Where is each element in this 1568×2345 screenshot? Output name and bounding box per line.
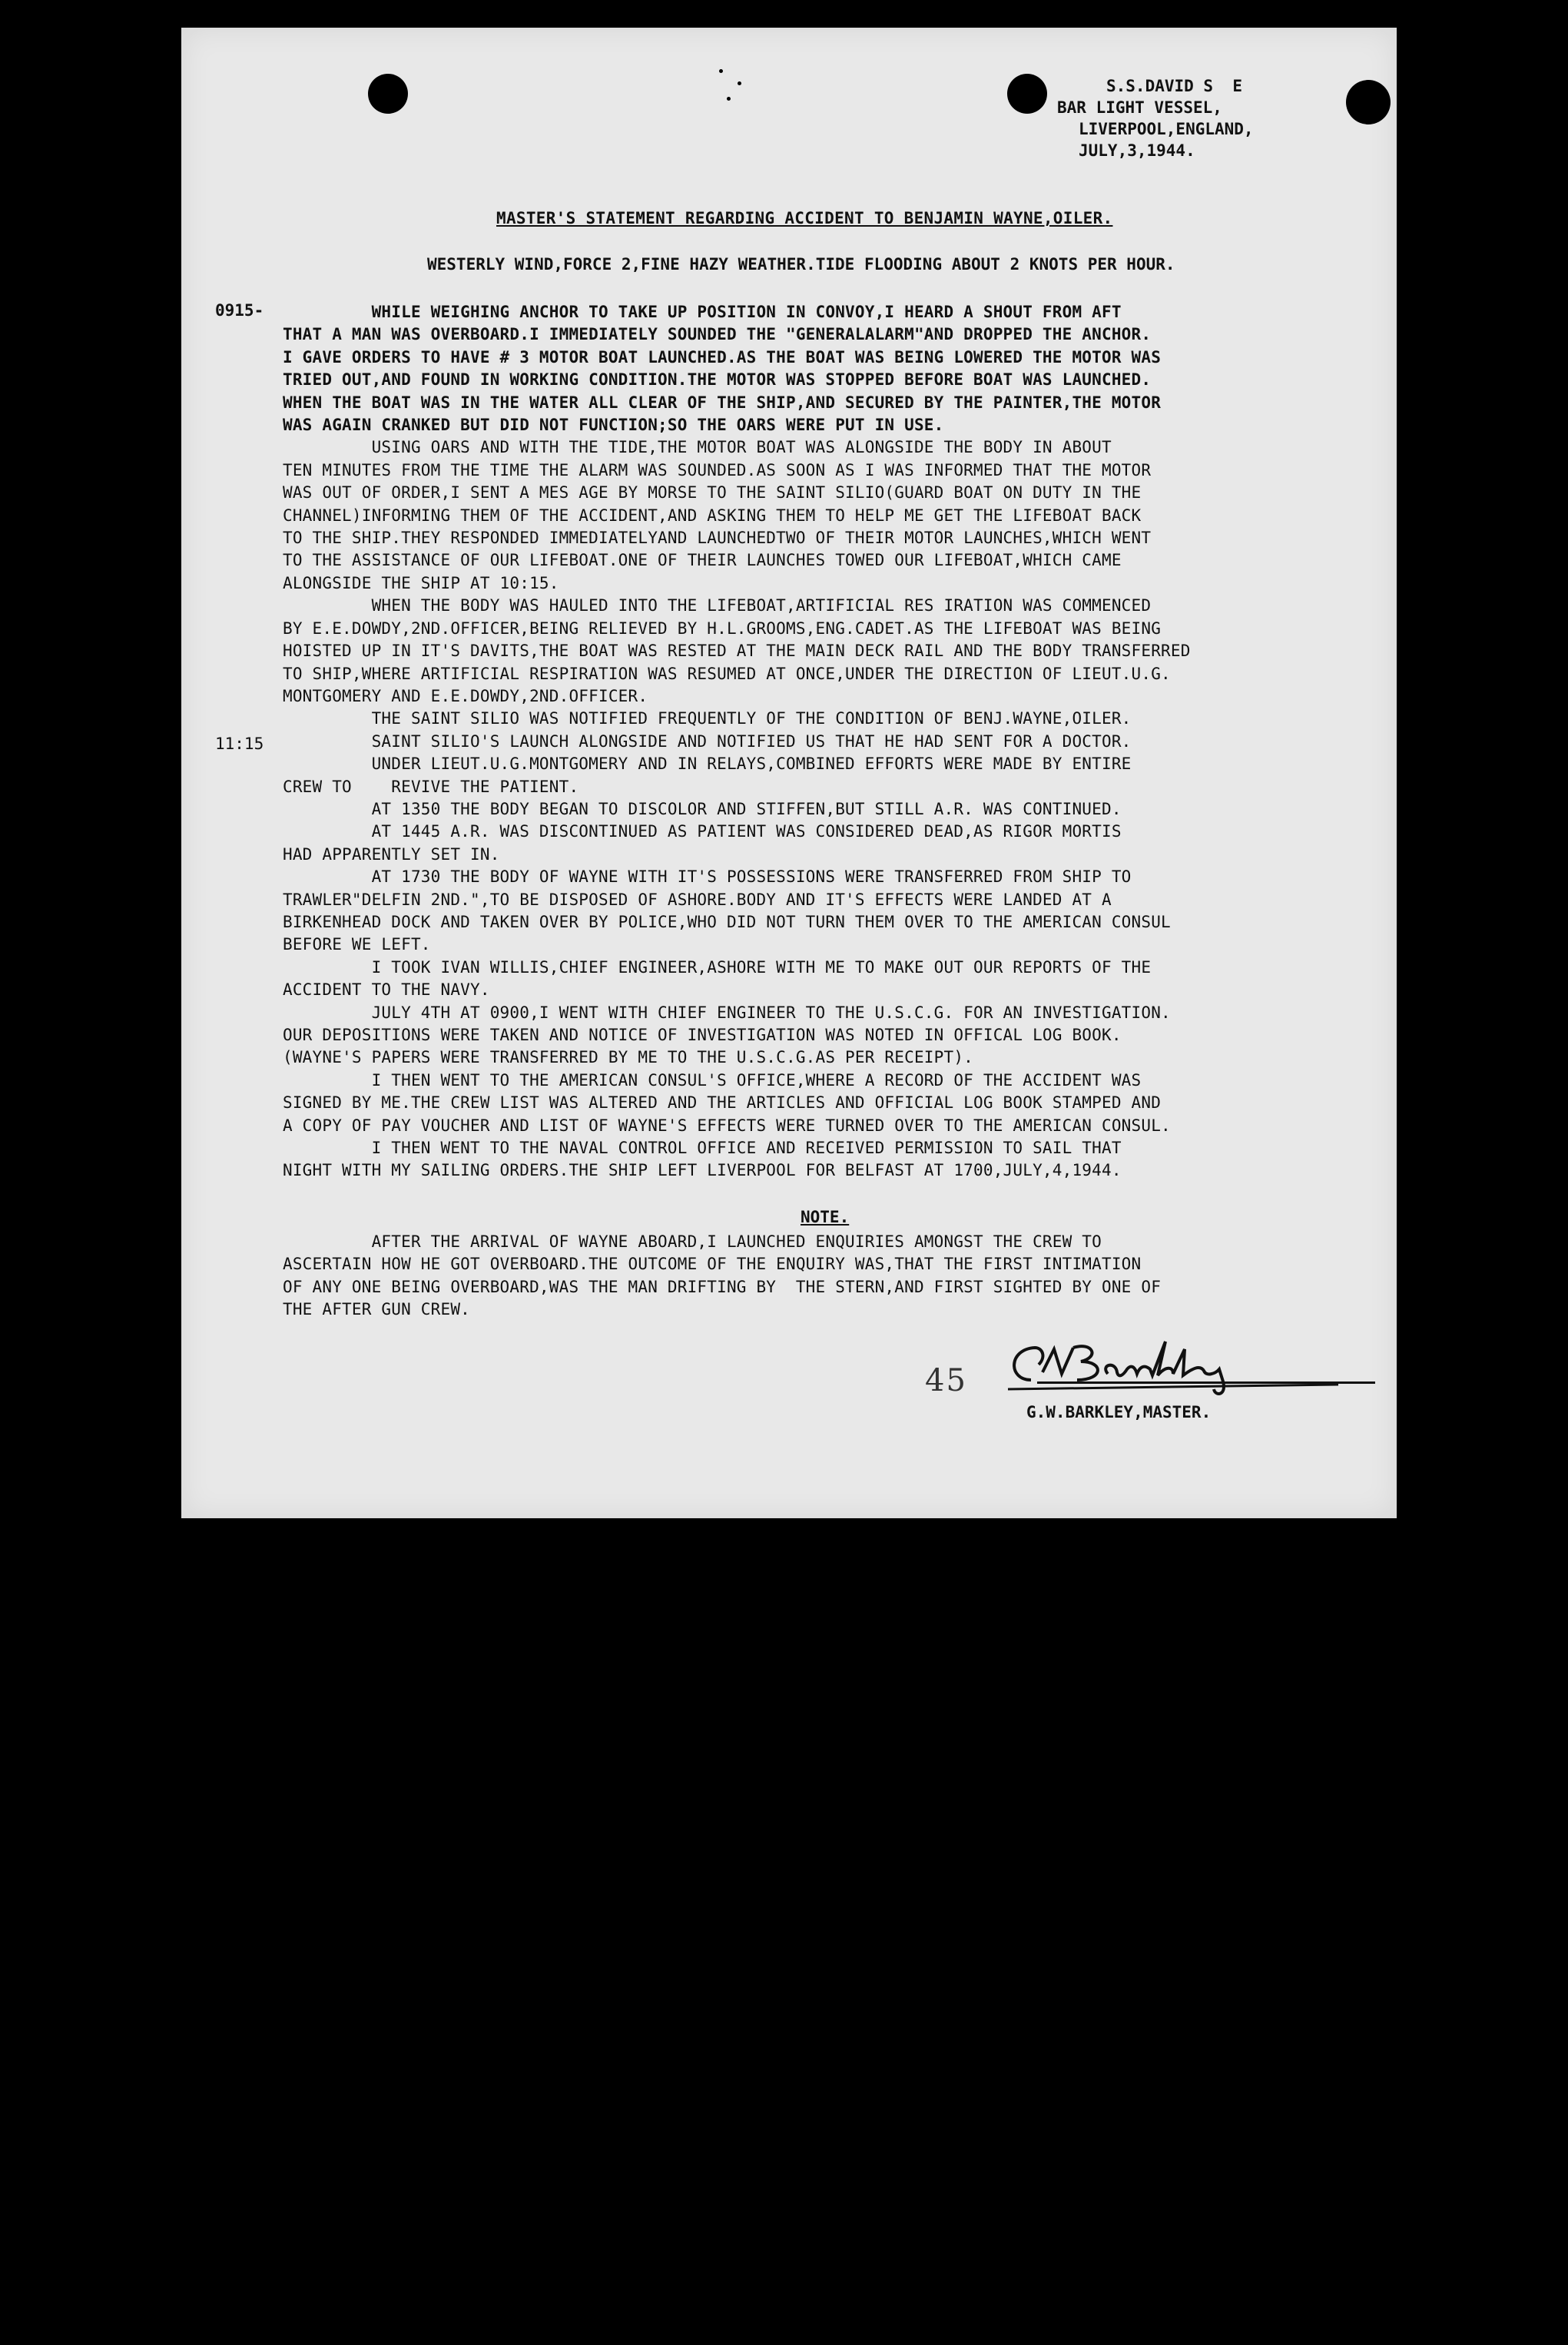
body-line: UNDER LIEUT.U.G.MONTGOMERY AND IN RELAYS,COMBINED EFFORTS WERE MADE BY ENTIRE [283, 755, 1132, 774]
page-number: 45 [925, 1363, 967, 1398]
note-heading: NOTE. [801, 1208, 850, 1226]
ink-speck [727, 97, 731, 101]
handwritten-signature [1000, 1326, 1354, 1403]
margin-time: 0915- [215, 301, 264, 320]
body-line: OUR DEPOSITIONS WERE TAKEN AND NOTICE OF INVESTIGATION WAS NOTED IN OFFICAL LOG BOOK. [283, 1026, 1122, 1044]
body-line: THAT A MAN WAS OVERBOARD.I IMMEDIATELY SOUNDED THE "GENERALALARM"AND DROPPED THE ANCHOR. [283, 325, 1152, 344]
body-line: AT 1730 THE BODY OF WAYNE WITH IT'S POSSESSIONS WERE TRANSFERRED FROM SHIP TO [283, 867, 1132, 887]
document-page [181, 28, 1397, 1518]
header-location: LIVERPOOL,ENGLAND, [1079, 120, 1254, 138]
body-line: JULY 4TH AT 0900,I WENT WITH CHIEF ENGINEER TO THE U.S.C.G. FOR AN INVESTIGATION. [283, 1003, 1171, 1022]
ink-speck [738, 81, 741, 85]
statement-body [283, 301, 1389, 1182]
body-line: WAS OUT OF ORDER,I SENT A MES AGE BY MORSE TO THE SAINT SILIO(GUARD BOAT ON DUTY IN THE [283, 483, 1142, 502]
body-line: TRIED OUT,AND FOUND IN WORKING CONDITION.THE MOTOR WAS STOPPED BEFORE BOAT WAS LAUNCHED. [283, 370, 1152, 390]
body-line: USING OARS AND WITH THE TIDE,THE MOTOR BOAT WAS ALONGSIDE THE BODY IN ABOUT [283, 438, 1112, 457]
body-line: TEN MINUTES FROM THE TIME THE ALARM WAS SOUNDED.AS SOON AS I WAS INFORMED THAT THE MOTOR [283, 460, 1152, 479]
header-date: JULY,3,1944. [1079, 141, 1195, 160]
body-line: ALONGSIDE THE SHIP AT 10:15. [283, 573, 559, 592]
ink-speck [719, 69, 723, 73]
body-line: AT 1350 THE BODY BEGAN TO DISCOLOR AND STIFFEN,BUT STILL A.R. WAS CONTINUED. [283, 799, 1122, 818]
weather-line: WESTERLY WIND,FORCE 2,FINE HAZY WEATHER.TIDE FLOODING ABOUT 2 KNOTS PER HOUR. [427, 255, 1175, 274]
body-line: ACCIDENT TO THE NAVY. [283, 980, 490, 1000]
body-line: TO SHIP,WHERE ARTIFICIAL RESPIRATION WAS RESUMED AT ONCE,UNDER THE DIRECTION OF LIEUT.U.G. [283, 664, 1171, 683]
header-ship: S.S.DAVID S E [1106, 77, 1243, 95]
body-line: I GAVE ORDERS TO HAVE # 3 MOTOR BOAT LAUNCHED.AS THE BOAT WAS BEING LOWERED THE MOTOR WAS [283, 347, 1162, 367]
body-line: WAS AGAIN CRANKED BUT DID NOT FUNCTION;SO THE OARS WERE PUT IN USE. [283, 416, 944, 435]
statement-title: MASTER'S STATEMENT REGARDING ACCIDENT TO BENJAMIN WAYNE,OILER. [496, 209, 1113, 227]
body-line: BY E.E.DOWDY,2ND.OFFICER,BEING RELIEVED BY H.L.GROOMS,ENG.CADET.AS THE LIFEBOAT WAS BEING [283, 619, 1162, 638]
body-line: TRAWLER"DELFIN 2ND.",TO BE DISPOSED OF ASHORE.BODY AND IT'S EFFECTS WERE LANDED AT A [283, 890, 1112, 909]
note-line: ASCERTAIN HOW HE GOT OVERBOARD.THE OUTCOME OF THE ENQUIRY WAS,THAT THE FIRST INTIMATION [283, 1255, 1142, 1274]
punch-hole [1007, 74, 1047, 114]
note-line: THE AFTER GUN CREW. [283, 1300, 471, 1319]
note-body [283, 1231, 1389, 1322]
body-line: SIGNED BY ME.THE CREW LIST WAS ALTERED AND THE ARTICLES AND OFFICIAL LOG BOOK STAMPED AND [283, 1093, 1162, 1113]
note-line: OF ANY ONE BEING OVERBOARD,WAS THE MAN DRIFTING BY THE STERN,AND FIRST SIGHTED BY ONE OF [283, 1277, 1162, 1296]
body-line: BEFORE WE LEFT. [283, 935, 431, 954]
body-line: HAD APPARENTLY SET IN. [283, 844, 500, 864]
body-line: BIRKENHEAD DOCK AND TAKEN OVER BY POLICE,WHO DID NOT TURN THEM OVER TO THE AMERICAN CONSUL [283, 912, 1171, 931]
margin-time: 11:15 [215, 735, 264, 753]
body-line: HOISTED UP IN IT'S DAVITS,THE BOAT WAS RESTED AT THE MAIN DECK RAIL AND THE BODY TRANSFERRED [283, 642, 1191, 661]
body-line: WHEN THE BODY WAS HAULED INTO THE LIFEBOAT,ARTIFICIAL RES IRATION WAS COMMENCED [283, 596, 1152, 615]
body-line: THE SAINT SILIO WAS NOTIFIED FREQUENTLY OF THE CONDITION OF BENJ.WAYNE,OILER. [283, 709, 1132, 728]
body-line: CHANNEL)INFORMING THEM OF THE ACCIDENT,AND ASKING THEM TO HELP ME GET THE LIFEBOAT BACK [283, 506, 1142, 525]
punch-hole [368, 74, 408, 114]
signatory-name: G.W.BARKLEY,MASTER. [1026, 1403, 1212, 1421]
body-line: I TOOK IVAN WILLIS,CHIEF ENGINEER,ASHORE WITH ME TO MAKE OUT OUR REPORTS OF THE [283, 957, 1152, 977]
signature-line [1037, 1381, 1375, 1384]
header-vessel: BAR LIGHT VESSEL, [1057, 98, 1222, 117]
note-line: AFTER THE ARRIVAL OF WAYNE ABOARD,I LAUNCHED ENQUIRIES AMONGST THE CREW TO [283, 1232, 1102, 1251]
body-line: NIGHT WITH MY SAILING ORDERS.THE SHIP LEFT LIVERPOOL FOR BELFAST AT 1700,JULY,4,1944. [283, 1161, 1122, 1180]
body-line: I THEN WENT TO THE NAVAL CONTROL OFFICE AND RECEIVED PERMISSION TO SAIL THAT [283, 1139, 1122, 1158]
body-line: AT 1445 A.R. WAS DISCONTINUED AS PATIENT WAS CONSIDERED DEAD,AS RIGOR MORTIS [283, 822, 1122, 841]
body-line: SAINT SILIO'S LAUNCH ALONGSIDE AND NOTIFIED US THAT HE HAD SENT FOR A DOCTOR. [283, 731, 1132, 751]
body-line: A COPY OF PAY VOUCHER AND LIST OF WAYNE'S EFFECTS WERE TURNED OVER TO THE AMERICAN CONSUL. [283, 1116, 1171, 1135]
body-line: TO THE SHIP.THEY RESPONDED IMMEDIATELYAND LAUNCHEDTWO OF THEIR MOTOR LAUNCHES,WHICH WENT [283, 529, 1152, 548]
body-line: (WAYNE'S PAPERS WERE TRANSFERRED BY ME TO THE U.S.C.G.AS PER RECEIPT). [283, 1048, 974, 1067]
letter-header [1057, 75, 1380, 161]
body-line: I THEN WENT TO THE AMERICAN CONSUL'S OFFICE,WHERE A RECORD OF THE ACCIDENT WAS [283, 1070, 1142, 1090]
body-line: WHILE WEIGHING ANCHOR TO TAKE UP POSITION IN CONVOY,I HEARD A SHOUT FROM AFT [283, 303, 1122, 321]
body-line: WHEN THE BOAT WAS IN THE WATER ALL CLEAR OF THE SHIP,AND SECURED BY THE PAINTER,THE MOTOR [283, 393, 1162, 412]
body-line: MONTGOMERY AND E.E.DOWDY,2ND.OFFICER. [283, 686, 648, 705]
body-line: TO THE ASSISTANCE OF OUR LIFEBOAT.ONE OF THEIR LAUNCHES TOWED OUR LIFEBOAT,WHICH CAME [283, 551, 1122, 570]
body-line: CREW TO REVIVE THE PATIENT. [283, 777, 579, 796]
